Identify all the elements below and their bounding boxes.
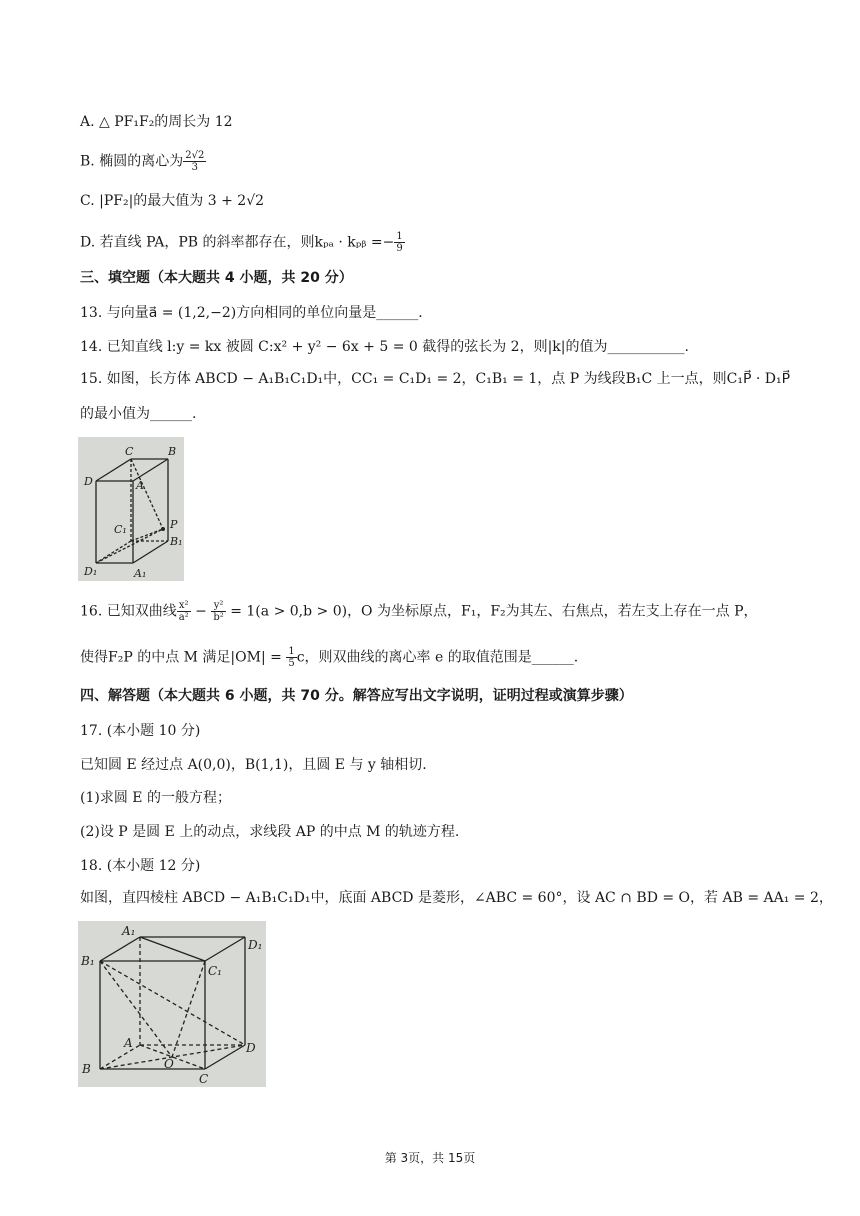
q16-fraction-y [211, 600, 225, 623]
question-18-stem: 如图，直四棱柱 ABCD − A₁B₁C₁D₁中，底面 ABCD 是菱形，∠ABC = 60°，设 AC ∩ BD = O，若 AB = AA₁ = 2， [80, 890, 833, 906]
fraction-denominator: 5 [288, 658, 295, 669]
q16-text-rest: = 1(a > 0,b > 0)，O 为坐标原点，F₁，F₂为其左、右焦点，若左支上存在一点 P， [225, 603, 758, 620]
label-c1: C₁ [114, 523, 127, 536]
label-a1: A₁ [122, 924, 136, 938]
label-b1: B₁ [170, 535, 183, 548]
label-b: B [82, 1062, 91, 1076]
fraction-numerator: 1 [396, 231, 403, 242]
page-footer: 第 3页，共 15页 [384, 1151, 476, 1165]
q16-fraction-one-fifth [286, 646, 296, 669]
figure-rectangular-box-svg [78, 437, 184, 581]
question-14: 14. 已知直线 l:y = kx 被圆 C:x² + y² − 6x + 5 = 0 截得的弦长为 2，则|k|的值为___________. [80, 339, 689, 355]
label-o: O [164, 1057, 174, 1071]
q16-minus: − [190, 603, 212, 620]
option-b-fraction [183, 150, 206, 173]
question-16-line-1 [80, 600, 758, 623]
question-15-line-1: 15. 如图，长方体 ABCD − A₁B₁C₁D₁中，CC₁ = C₁D₁ = 2，C₁B₁ = 1，点 P 为线段B₁C 上一点，则C₁P⃗ · D₁P⃗ [80, 371, 791, 387]
q16-line2-text: 使得F₂P 的中点 M 满足|OM| = [80, 649, 287, 666]
question-18-title: 18. (本小题 12 分) [80, 858, 201, 874]
option-d [80, 231, 405, 254]
q16-line2-rest: c，则双曲线的离心率 e 的取值范围是______. [296, 649, 579, 666]
question-17-stem: 已知圆 E 经过点 A(0,0)，B(1,1)，且圆 E 与 y 轴相切. [80, 757, 427, 773]
label-c: C [199, 1072, 209, 1086]
label-d: D [246, 1041, 256, 1055]
question-16-line-2 [80, 646, 578, 669]
option-b [80, 150, 206, 173]
option-d-fraction [394, 231, 404, 254]
question-17-part-2: (2)设 P 是圆 E 上的动点，求线段 AP 的中点 M 的轨迹方程. [80, 824, 460, 840]
fraction-denominator: b² [213, 612, 224, 623]
label-d1: D₁ [84, 565, 98, 578]
section-4-heading: 四、解答题（本大题共 6 小题，共 70 分。解答应写出文字说明，证明过程或演算步骤） [80, 688, 633, 704]
fraction-numerator: 2√2 [185, 150, 205, 161]
label-a: A [124, 1036, 133, 1050]
section-3-heading: 三、填空题（本大题共 4 小题，共 20 分） [80, 270, 353, 286]
label-d: D [84, 475, 93, 488]
label-d1: D₁ [248, 938, 263, 952]
label-p: P [170, 518, 178, 531]
figure-right-prism-svg [78, 921, 266, 1087]
point-p [161, 527, 165, 531]
fraction-denominator: 3 [191, 162, 198, 173]
q16-fraction-x [177, 600, 191, 623]
question-17-title: 17. (本小题 10 分) [80, 723, 201, 739]
q16-text: 16. 已知双曲线 [80, 603, 177, 620]
figure-right-prism [78, 921, 266, 1087]
option-b-text: B. 椭圆的离心为 [80, 153, 184, 170]
label-b1: B₁ [81, 954, 95, 968]
option-d-text: D. 若直线 PA，PB 的斜率都存在，则kₚₐ · kₚᵦ =− [80, 234, 395, 251]
question-17-part-1: (1)求圆 E 的一般方程； [80, 790, 231, 806]
label-b: B [168, 445, 177, 458]
fraction-denominator: a² [178, 612, 189, 623]
label-c1: C₁ [208, 964, 222, 978]
figure-rectangular-box [78, 437, 184, 581]
fraction-numerator: y² [211, 600, 225, 612]
fraction-numerator: 1 [288, 646, 295, 657]
fraction-numerator: x² [177, 600, 191, 612]
question-15-line-2: 的最小值为______. [80, 406, 197, 422]
question-13: 13. 与向量a⃗ = (1,2,−2)方向相同的单位向量是______. [80, 305, 423, 321]
label-a1: A₁ [134, 567, 147, 580]
label-c: C [125, 445, 134, 458]
option-c: C. |PF₂|的最大值为 3 + 2√2 [80, 193, 265, 209]
option-a: A. △ PF₁F₂的周长为 12 [80, 114, 233, 130]
fraction-denominator: 9 [396, 243, 403, 254]
label-a: A [136, 479, 144, 492]
